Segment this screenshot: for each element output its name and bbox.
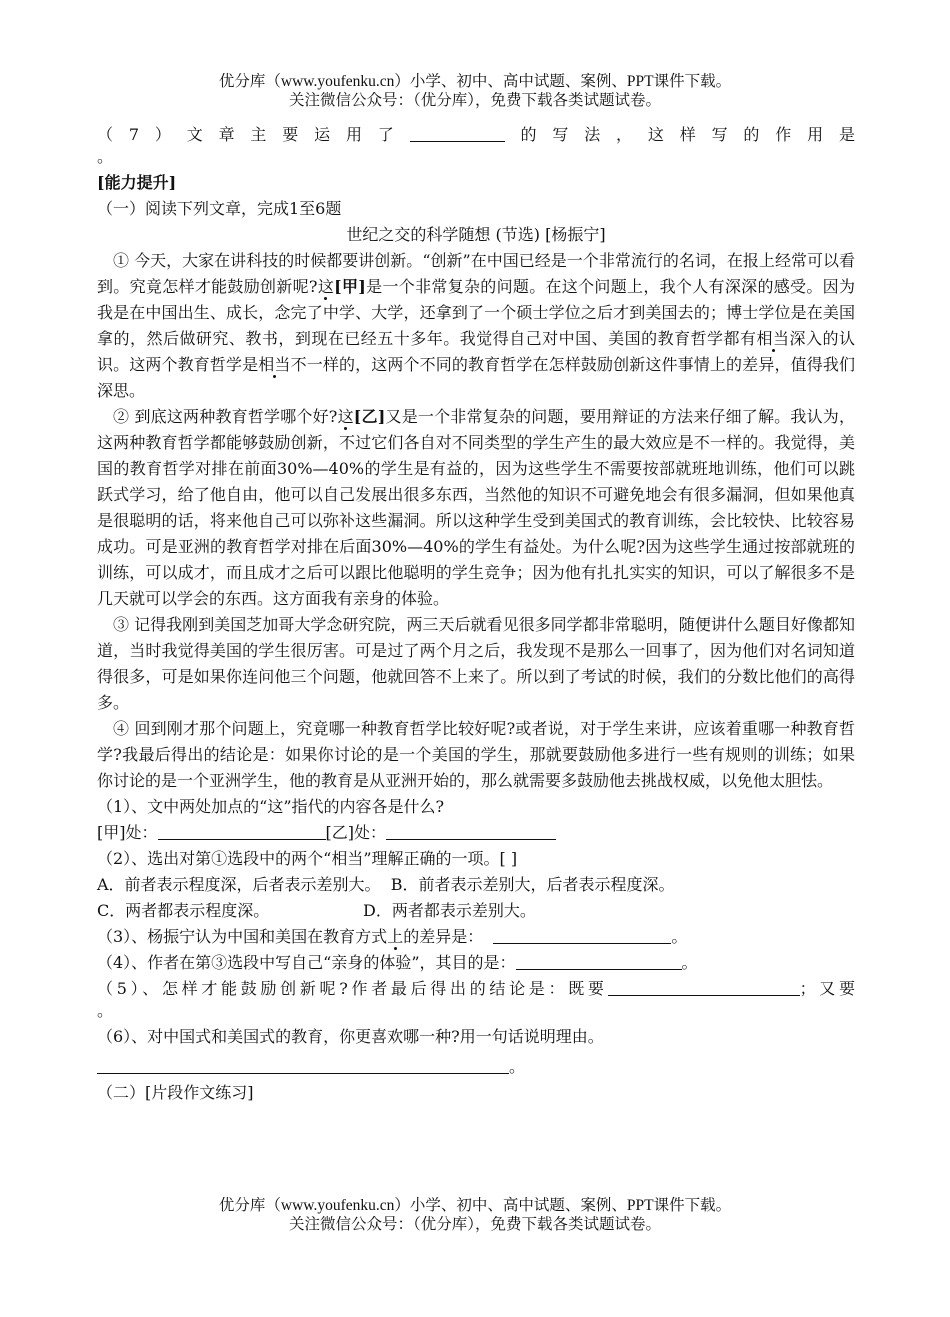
- dotted-char-zhe-2: 这: [337, 407, 354, 426]
- q6-answer-blank: [97, 1057, 509, 1074]
- option-b: B．前者表示差别大，后者表示程度深。: [390, 875, 675, 894]
- dotted-word-xiangdang-2: 相当: [258, 355, 291, 374]
- q4-answer-blank: [516, 953, 682, 970]
- q7-end: 。: [97, 147, 114, 166]
- q5-answer-blank: [608, 979, 800, 996]
- q1-jia-blank: [158, 823, 326, 840]
- mark-yi: [乙]: [353, 407, 386, 426]
- dotted-word-xiangdang-1: 相当: [756, 329, 790, 348]
- question-6-answer: 。: [97, 1054, 855, 1080]
- article-paragraph-4: ④ 回到刚才那个问题上，究竟哪一种教育哲学比较好呢?或者说，对于学生来讲，应该着重哪一种教育哲学?我最后得出的结论是：如果你讨论的是一个美国的学生，那就要鼓励他多进行一些有规则的训练；如果你讨论的是一个亚洲学生，他的教育是从亚洲开始的，那么就需要多鼓励他去挑战权威，以免他太胆怯。: [97, 719, 855, 790]
- q1-yi-blank: [386, 823, 556, 840]
- question-3: （3）、杨振宁认为中国和美国在教育方式上的差异是： 。: [97, 927, 688, 946]
- part2-title: （二）[片段作文练习]: [97, 1083, 254, 1102]
- dotted-char-zhe-1: 这: [317, 277, 335, 296]
- footer-line-2: 关注微信公众号：（优分库），免费下载各类试题试卷。: [288, 1216, 661, 1233]
- page-footer: [0, 1196, 950, 1234]
- header-line-1: 优分库（www.youfenku.cn）小学、初中、高中试题、案例、PPT课件下载。: [218, 73, 732, 90]
- q5-end: 。: [97, 1001, 114, 1020]
- footer-line-1: 优分库（www.youfenku.cn）小学、初中、高中试题、案例、PPT课件下载。: [218, 1197, 732, 1214]
- document-body: [97, 122, 855, 1106]
- option-d: D．两者都表示差别大。: [363, 901, 536, 920]
- question-2-options-ab: [97, 872, 855, 898]
- article-paragraph-3: ③ 记得我刚到美国芝加哥大学念研究院，两三天后就看见很多同学都非常聪明，随便讲什么题目好像都知道，当时我觉得美国的学生很厉害。可是过了两个月之后，我发现不是那么一回事了，因为他们对名词知道得很多，可是如果你连问他三个问题，他就回答不上来了。所以到了考试的时候，我们的分数比他们的高得多。: [97, 615, 855, 712]
- page-header: [0, 72, 950, 110]
- header-line-2: 关注微信公众号：（优分库），免费下载各类试题试卷。: [288, 92, 661, 109]
- dotted-char-shang: 上: [387, 927, 404, 946]
- question-6: （6）、对中国式和美国式的教育，你更喜欢哪一种?用一句话说明理由。: [97, 1027, 604, 1046]
- article-title: 世纪之交的科学随想 (节选) [杨振宁]: [346, 225, 606, 244]
- question-7: [97, 122, 855, 148]
- article-paragraph-2: ② 到底这两种教育哲学哪个好?这[乙]又是一个非常复杂的问题，要用辩证的方法来仔细了解。我认为，这两种教育哲学都能够鼓励创新，不过它们各自对不同类型的学生产生的最大效应是不一样的。我觉得，美国的教育哲学对排在前面30%—40%的学生是有益的，因为这些学生不需要按部就班地训练，他们可以跳跃式学习，给了他自由，他可以自己发展出很多东西，当然他的知识不可避免地会有很多漏洞，但如果他真是很聪明的话，将来他自己可以弥补这些漏洞。所以这种学生受到美国式的教育训练，会比较快、比较容易成功。可是亚洲的教育哲学对排在后面30%—40%的学生有益处。为什么呢?因为这些学生通过按部就班的训练，可以成才，而且成才之后可以跟比他聪明的学生竞争；因为他有扎扎实实的知识，可以了解很多不是几天就可以学会的东西。这方面我有亲身的体验。: [97, 407, 855, 608]
- article-paragraph-1: ① 今天，大家在讲科技的时候都要讲创新。“创新”在中国已经是一个非常流行的名词，在报上经常可以看到。究竟怎样才能鼓励创新呢?这[甲]是一个非常复杂的问题。在这个问题上，我个人有深深的感受。因为我是在中国出生、成长，念完了中学、大学，还拿到了一个硕士学位之后才到美国去的；博士学位是在美国拿的，然后做研究、教书，到现在已经五十多年。我觉得自己对中国、美国的教育哲学都有相当深入的认识。这两个教育哲学是相当不一样的，这两个不同的教育哲学在怎样鼓励创新这件事情上的差异，值得我们深思。: [97, 251, 855, 400]
- q7-text-after: 的写法，这样写的作用是: [504, 125, 855, 144]
- question-4: （4）、作者在第③选段中写自己“亲身的体验”，其目的是： 。: [97, 953, 698, 972]
- question-5: （5）、怎样才能鼓励创新呢?作者最后得出的结论是：既要 ；又要: [97, 979, 855, 998]
- q7-answer-blank: [410, 125, 505, 142]
- q3-answer-blank: [493, 927, 671, 944]
- part1-intro: （一）阅读下列文章，完成1至6题: [97, 199, 342, 218]
- option-a: A．前者表示程度深，后者表示差别大。: [97, 875, 381, 894]
- question-1-answers: [甲]处： [乙]处：: [97, 820, 855, 846]
- question-1: （1）、文中两处加点的“这”指代的内容各是什么?: [97, 797, 445, 816]
- q7-text-before: （7）文章主要运用了: [97, 125, 410, 144]
- section-title: [能力提升]: [97, 173, 177, 192]
- option-c: C．两者都表示程度深。: [97, 901, 270, 920]
- question-2-options-cd: [97, 898, 855, 924]
- question-2: （2）、选出对第①选段中的两个“相当”理解正确的一项。[ ]: [97, 849, 518, 868]
- mark-jia: [甲]: [334, 277, 366, 296]
